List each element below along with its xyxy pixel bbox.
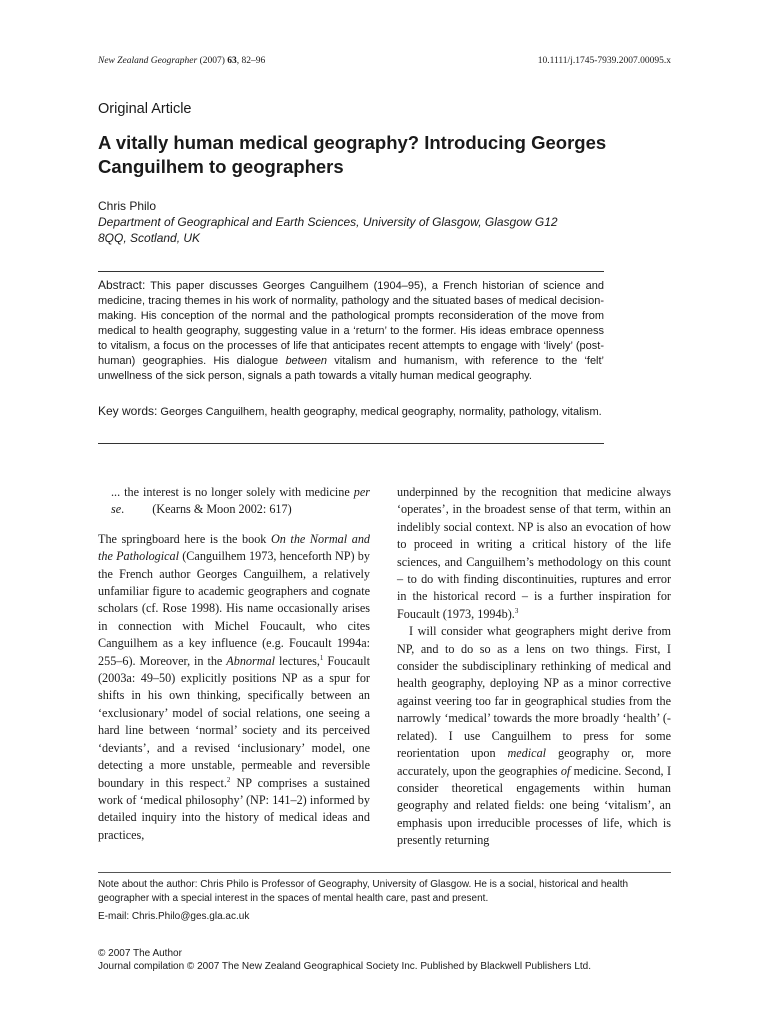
doi[interactable]: 10.1111/j.1745-7939.2007.00095.x [537, 56, 671, 66]
author-name: Chris Philo [98, 199, 157, 213]
running-head [98, 56, 671, 70]
footnote-ref-1[interactable]: 1 [319, 653, 324, 662]
footnote-rule [98, 872, 671, 873]
epigraph-citation: (Kearns & Moon 2002: 617) [152, 502, 292, 517]
abstract-top-rule [98, 271, 604, 272]
copyright-author: © 2007 The Author [98, 948, 182, 959]
footnote-ref-2[interactable]: 2 [226, 775, 231, 784]
epigraph: ... the interest is no longer solely with medicine per se. (Kearns & Moon 2002: 617) [111, 485, 370, 517]
author-email[interactable]: E-mail: Chris.Philo@ges.gla.ac.uk [98, 911, 250, 922]
body-paragraph-2: I will consider what geographers might derive from NP, and to do so as a lens on two things. First, I consider the subdisciplinary rethinking of medical and health geography, deploying NP as a minor corrective against veering too far in geographical studies from the narrowly ‘medical’ towards the more broadly ‘health’ (-related). I use Canguilhem to press for some reorientation upon medical geography or, more accurately, upon the geographies of medicine. Second, I consider theoretical engagements within human geography and related fields: one being ‘vitalism’, an emphasis upon irreducible processes of life, which is presently returning [397, 624, 671, 848]
copyright-journal: Journal compilation © 2007 The New Zealand Geographical Society Inc. Published by Blackwell Publishers Ltd. [98, 961, 592, 972]
abstract-bottom-rule [98, 443, 604, 444]
author-affiliation: Department of Geographical and Earth Sciences, University of Glasgow, Glasgow G12 8QQ, Scotland, UK [98, 215, 558, 245]
journal-citation: New Zealand Geographer (2007) 63, 82–96 [98, 56, 266, 66]
article-type: Original Article [98, 101, 192, 117]
abstract-label: Abstract: [98, 278, 146, 292]
footnote-ref-3[interactable]: 3 [514, 606, 519, 615]
body-paragraph-1-continued: underpinned by the recognition that medicine always ‘operates’, in the broadest sense of that term, within an indelibly social context. NP is also an evocation of how to proceed in writing a critical history of the life sciences, and Canguilhem’s methodology on this count – to do with finding discontinuities, ruptures and error in the historical record – is a further inspiration for Foucault (1973, 1994b).$^3$ [397, 485, 671, 621]
body-column-left [98, 484, 370, 844]
body-paragraph-1: The springboard here is the book On the Normal and the Pathological (Canguilhem 1973, henceforth NP) by the French author Georges Canguilhem, a relatively unfamiliar figure to academic geographers and cognate scholars (cf. Rose 1998). His name occasionally arises in connection with Michel Foucault, who cites Canguilhem as a key influence (e.g. Foucault 1994a: 255–6). Moreover, in the Abnormal lectures,$^1$ Foucault (2003a: 49–50) explicitly positions NP as a spur for shifts in his own thinking, specifically between an ‘exclusionary’ model of social relations, one seeing a hard line between ‘normal’ society and its perceived ‘deviants’, and a revised ‘inclusionary’ model, one detecting a more unstable, permeable and reversible boundary in this respect.$^2$ NP comprises a sustained work of ‘medical philosophy’ (NP: 141–2) informed by detailed inquiry into the history of medical ideas and practices, [98, 531, 371, 842]
abstract: Abstract: This paper discusses Georges Canguilhem (1904–95), a French historian of science and medicine, tracing themes in his work of normality, pathology and the situated bases of medical decision-making. His conception of the normal and the pathological prompts reconsideration of the move from medical to health geography, suggesting value in a ‘return’ to the former. His ideas embrace openness to vitalism, a focus on the processes of life that anticipates recent attempts to engage with ‘lively’ (post-human) geographies. His dialogue between vitalism and humanism, with reference to the ‘felt’ unwellness of the sick person, signals a path towards a vitally human medical geography. [98, 278, 605, 382]
body-column-right [397, 484, 671, 850]
keywords: Key words: Georges Canguilhem, health geography, medical geography, normality, pathology, vitalism. [98, 404, 602, 418]
copyright [98, 947, 591, 973]
author-note: Note about the author: Chris Philo is Professor of Geography, University of Glasgow. He is a social, historical and health geographer with a special interest in the spaces of mental health care, past and present. [98, 879, 629, 904]
keywords-label: Key words: [98, 404, 158, 418]
article-title: A vitally human medical geography? Introducing Georges Canguilhem to geographers [98, 132, 607, 177]
